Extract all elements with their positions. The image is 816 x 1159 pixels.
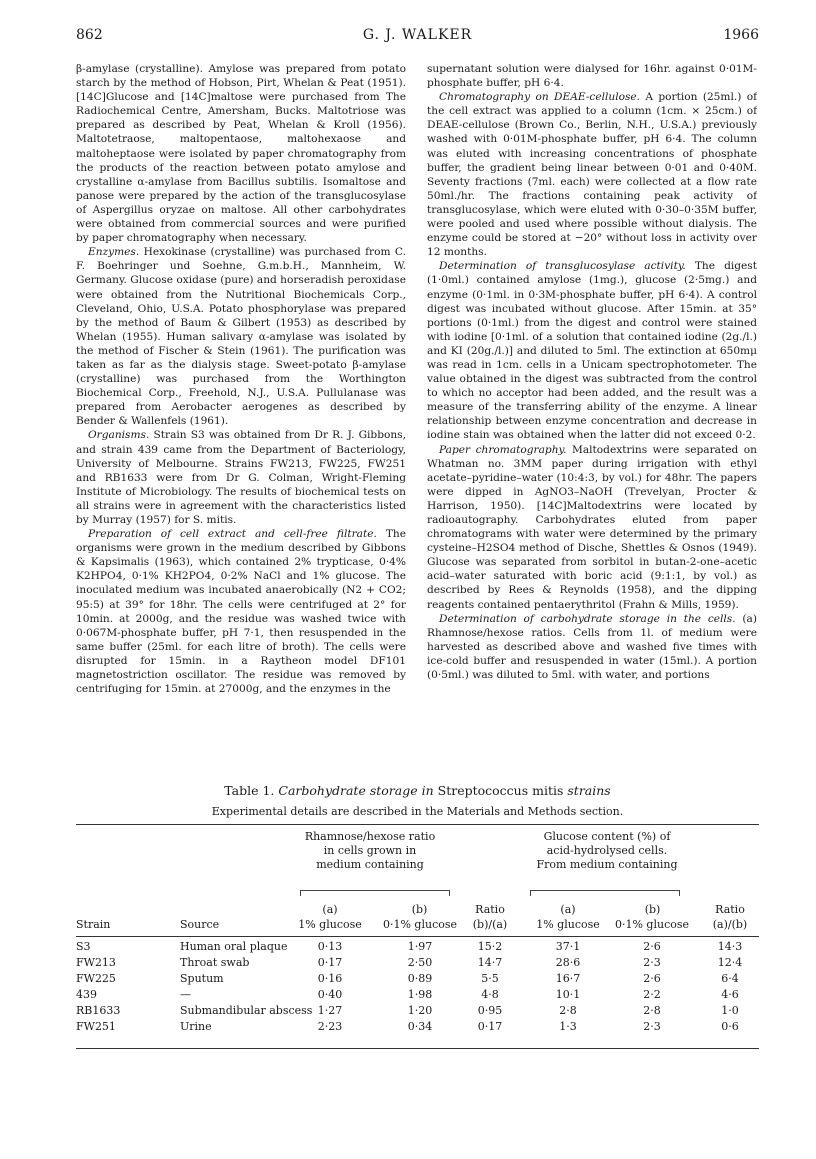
paragraph: β-amylase (crystalline). Amylose was prepared from potato starch by the method of Hobson, Pirt, Whelan & Peat (1951). [14C]Glucose and [14C]maltose were purchased from The Radiochemical Centre, Amersham, Bucks. Maltotriose was prepared as described by Peat, Whelan & Kroll (1956). Maltotetraose, maltopentaose, maltohexaose and maltoheptaose were isolated by paper chromatography from the products of the reaction between potato amylose and crystalline α-amylase from Bacillus subtilis. Isomaltose and panose were prepared by the action of the transglucosylase of Aspergillus oryzae on maltose. All other carbohydrates were obtained from commercial sources and were purified by paper chromatography when necessary. [76, 63, 406, 245]
col-header: (b)/(a) [472, 918, 508, 931]
group-brace [300, 890, 450, 897]
table-cell-gl-b: 2·3 [643, 956, 661, 969]
table-cell-rh-b: 1·20 [407, 1004, 433, 1017]
group-header-glucose: Glucose content (%) of acid-hydrolysed cells. From medium containing [536, 830, 678, 871]
table-cell-gl-b: 2·2 [643, 988, 661, 1001]
table-cell-gl-ratio: 6·4 [721, 972, 739, 985]
col-header: 0·1% glucose [614, 918, 690, 931]
col-header: 0·1% glucose [382, 918, 458, 931]
paragraph: Determination of transglucosylase activity. The digest (1·0ml.) contained amylose (1mg.), glucose (2·5mg.) and enzyme (0·1ml. in 0·3M-phosphate buffer, pH 6·4). A control digest was incubated without glucose. After 15min. at 35° portions (0·1ml.) from the digest and control were stained with iodine [0·1ml. of a solution that contained iodine (2g./l.) and KI (20g./l.)] and diluted to 5ml. The extinction at 650mμ was read in 1cm. cells in a Unicam spectrophotometer. The value obtained in the digest was subtracted from the control to which no acceptor had been added, and the result was a measure of the transferring ability of the enzyme. A linear relationship between enzyme concentration and decrease in iodine stain was obtained when the latter did not exceed 0·2. [427, 260, 757, 442]
table-cell-rh-ratio: 0·17 [477, 1020, 503, 1033]
table-cell-rh-a: 2·23 [317, 1020, 343, 1033]
table-cell-gl-a: 37·1 [555, 940, 581, 953]
table-cell-source: Human oral plaque [180, 940, 288, 953]
group-header-rhamnose: Rhamnose/hexose ratio in cells grown in medium containing [304, 830, 436, 871]
table-cell-rh-a: 0·17 [317, 956, 343, 969]
col-header: 1% glucose [298, 918, 362, 931]
col-header-source: Source [180, 918, 220, 931]
group-brace [530, 890, 680, 897]
left-column [76, 62, 406, 712]
table-cell-strain: RB1633 [76, 1004, 121, 1017]
table-cell-gl-b: 2·6 [643, 972, 661, 985]
table-cell-rh-b: 1·98 [407, 988, 433, 1001]
table-caption: Table 1. Carbohydrate storage in Streptococcus mitis strains [224, 783, 611, 798]
table-cell-gl-a: 1·3 [559, 1020, 577, 1033]
table-cell-strain: FW251 [76, 1020, 116, 1033]
table-cell-source: Throat swab [180, 956, 250, 969]
paragraph: Determination of carbohydrate storage in the cells. (a) Rhamnose/hexose ratios. Cells from 1l. of medium were harvested as described above and washed five times with ice-cold buffer and resuspended in water (15ml.). A portion (0·5ml.) was diluted to 5ml. with water, and portions [427, 612, 757, 682]
table-cell-rh-ratio: 0·95 [477, 1004, 503, 1017]
table-cell-rh-ratio: 5·5 [481, 972, 499, 985]
table-cell-gl-b: 2·3 [643, 1020, 661, 1033]
table-cell-gl-b: 2·8 [643, 1004, 661, 1017]
table-cell-rh-ratio: 15·2 [477, 940, 503, 953]
year: 1966 [723, 27, 759, 43]
table-cell-strain: 439 [76, 988, 97, 1001]
paragraph: Preparation of cell extract and cell-free filtrate. The organisms were grown in the medium described by Gibbons & Kapsimalis (1963), which contained 2% trypticase, 0·4% K2HPO4, 0·1% KH2PO4, 0·2% NaCl and 1% glucose. The inoculated medium was incubated anaerobically (N2 + CO2; 95:5) at 39° for 18hr. The cells were centrifuged at 2° for 10min. at 2000g, and the residue was washed twice with 0·067M-phosphate buffer, pH 7·1, then resuspended in the same buffer (25ml. for each litre of broth). The cells were disrupted for 15min. in a Raytheon model DF101 magnetostriction oscillator. The residue was removed by centrifuging for 15min. at 27000g, and the enzymes in the [76, 528, 406, 696]
table-header-rule [76, 936, 759, 937]
running-author: G. J. WALKER [362, 27, 473, 43]
table-cell-source: Urine [180, 1020, 212, 1033]
col-label: (b) [411, 903, 428, 916]
table-cell-source: Submandibular abscess [180, 1004, 313, 1017]
table-cell-gl-ratio: 0·6 [721, 1020, 739, 1033]
page-number: 862 [76, 27, 103, 43]
col-label: (a) [560, 903, 576, 916]
col-label: (b) [644, 903, 661, 916]
table-cell-rh-a: 0·13 [317, 940, 343, 953]
table-cell-rh-ratio: 4·8 [481, 988, 499, 1001]
paragraph: Enzymes. Hexokinase (crystalline) was purchased from C. F. Boehringer und Soehne, G.m.b.H., Mannheim, W. Germany. Glucose oxidase (pure) and horseradish peroxidase were obtained from the Nutritional Biochemicals Corp., Cleveland, Ohio, U.S.A. Potato phosphorylase was prepared by the method of Baum & Gilbert (1953) as described by Whelan (1955). Human salivary α-amylase was isolated by the method of Fischer & Stein (1961). The purification was taken as far as the dialysis stage. Sweet-potato β-amylase (crystalline) was purchased from the Worthington Biochemical Corp., Freehold, N.J., U.S.A. Pullulanase was prepared from Aerobacter aerogenes as described by Bender & Wallenfels (1961). [76, 246, 406, 428]
table-cell-strain: FW225 [76, 972, 116, 985]
table-cell-strain: S3 [76, 940, 91, 953]
table-bottom-rule [76, 1048, 759, 1049]
table-cell-source: — [180, 988, 191, 1001]
page-header [76, 27, 759, 49]
col-label: (a) [322, 903, 338, 916]
table-cell-gl-a: 2·8 [559, 1004, 577, 1017]
col-label: Ratio [475, 903, 505, 916]
col-header-strain: Strain [76, 918, 111, 931]
table-cell-gl-ratio: 14·3 [717, 940, 743, 953]
table-cell-gl-ratio: 12·4 [717, 956, 743, 969]
paragraph: Paper chromatography. Maltodextrins were separated on Whatman no. 3MM paper during irrigation with ethyl acetate–pyridine–water (10:4:3, by vol.) for 48hr. The papers were dipped in AgNO3–NaOH (Trevelyan, Procter & Harrison, 1950). [14C]Maltodextrins were located by radioautography. Carbohydrates eluted from paper chromatograms with water were determined by the primary cysteine–H2SO4 method of Dische, Shettles & Osnos (1949). Glucose was separated from sorbitol in butan-2-one–acetic acid–water saturated with boric acid (9:1:1, by vol.) as described by Rees & Reynolds (1958), and the dipping reagents contained pentaerythritol (Frahn & Mills, 1959). [427, 443, 757, 611]
table-subtitle: Experimental details are described in the Materials and Methods section. [211, 805, 624, 818]
col-header: (a)/(b) [712, 918, 748, 931]
table-cell-strain: FW213 [76, 956, 116, 969]
table-cell-rh-a: 0·40 [317, 988, 343, 1001]
table-cell-gl-a: 10·1 [555, 988, 581, 1001]
table-cell-rh-b: 1·97 [407, 940, 433, 953]
paragraph: Organisms. Strain S3 was obtained from Dr R. J. Gibbons, and strain 439 came from the Department of Bacteriology, University of Melbourne. Strains FW213, FW225, FW251 and RB1633 were from Dr G. Colman, Wright-Fleming Institute of Microbiology. The results of biochemical tests on all strains were in agreement with the characteristics listed by Murray (1957) for S. mitis. [76, 429, 406, 526]
table-cell-rh-a: 0·16 [317, 972, 343, 985]
table-cell-gl-a: 16·7 [555, 972, 581, 985]
table-cell-source: Sputum [180, 972, 224, 985]
col-label: Ratio [715, 903, 745, 916]
table-cell-rh-b: 0·89 [407, 972, 433, 985]
col-header: 1% glucose [536, 918, 600, 931]
table-cell-rh-b: 0·34 [407, 1020, 433, 1033]
table-cell-rh-a: 1·27 [317, 1004, 343, 1017]
paragraph: Chromatography on DEAE-cellulose. A portion (25ml.) of the cell extract was applied to a column (1cm. × 25cm.) of DEAE-cellulose (Brown Co., Berlin, N.H., U.S.A.) previously washed with 0·01M-phosphate buffer, pH 6·4. The column was eluted with increasing concentrations of phosphate buffer, the gradient being linear between 0·01 and 0·40M. Seventy fractions (7ml. each) were collected at a flow rate 50ml./hr. The fractions containing peak activity of transglucosylase, which were eluted with 0·30–0·35M buffer, were pooled and used where possible without dialysis. The enzyme could be stored at −20° without loss in activity over 12 months. [427, 91, 757, 259]
table-cell-rh-b: 2·50 [407, 956, 433, 969]
table-cell-gl-ratio: 1·0 [721, 1004, 739, 1017]
table-cell-gl-a: 28·6 [555, 956, 581, 969]
table-cell-gl-b: 2·6 [643, 940, 661, 953]
right-column [427, 62, 757, 712]
table-cell-gl-ratio: 4·6 [721, 988, 739, 1001]
table-top-rule [76, 824, 759, 825]
paragraph: supernatant solution were dialysed for 16hr. against 0·01M-phosphate buffer, pH 6·4. [427, 63, 757, 90]
table-cell-rh-ratio: 14·7 [477, 956, 503, 969]
